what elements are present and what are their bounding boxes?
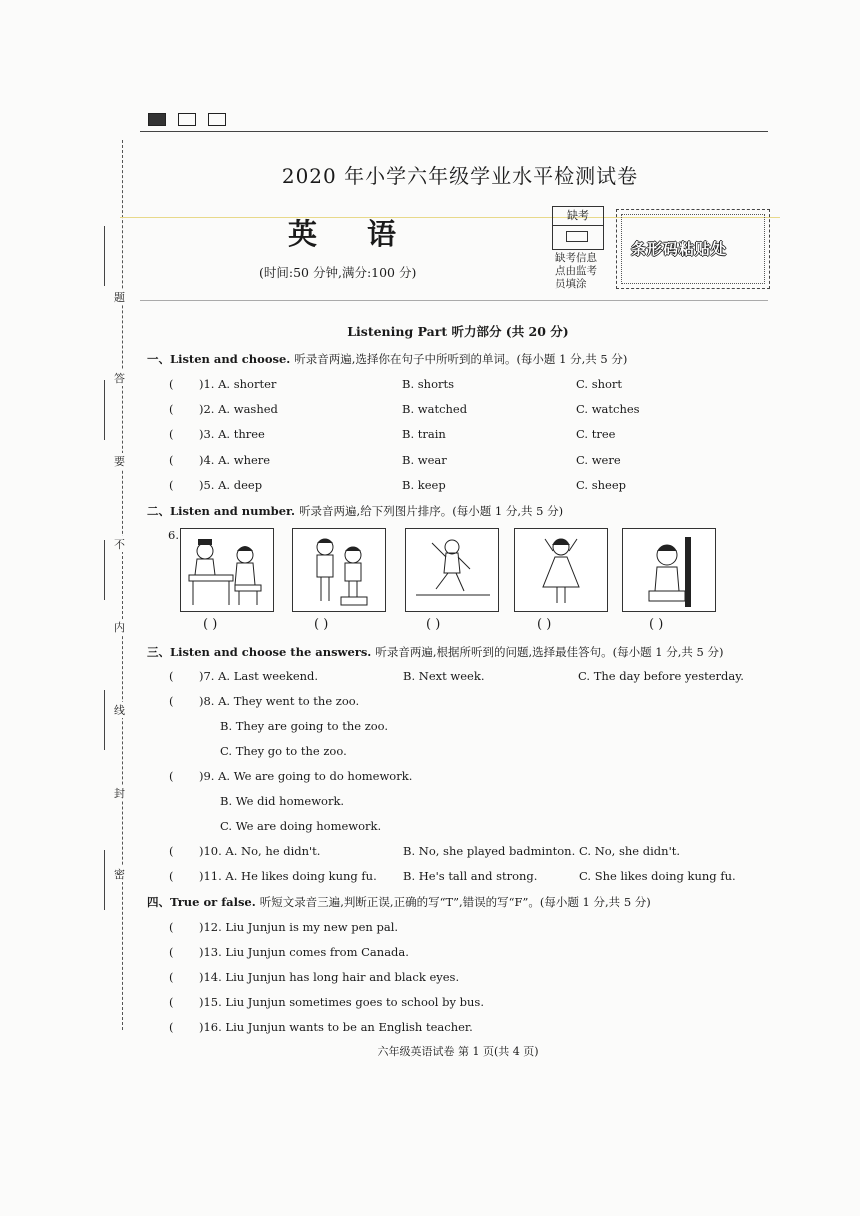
option-b: B. wear [402, 453, 447, 467]
option-c: C. sheep [576, 478, 626, 492]
barcode-label: 条形码粘贴处 [631, 240, 728, 258]
question-15 [169, 995, 484, 1009]
binding-char: 内 [114, 621, 125, 634]
page-marks [148, 113, 238, 132]
answer-paren[interactable]: ( [169, 995, 174, 1009]
option-a: )4. A. where [199, 453, 271, 467]
picture-boy-writing [622, 528, 716, 612]
header-rule [140, 300, 768, 301]
picture-dancing-child [405, 528, 499, 612]
absent-fill-box [566, 231, 588, 242]
answer-paren[interactable]: ( [169, 920, 174, 934]
answer-paren[interactable]: ( [169, 402, 174, 416]
grade-line [104, 540, 105, 600]
binding-dashed-line [122, 140, 123, 1030]
question-3 [169, 427, 616, 441]
option-a: )10. A. No, he didn't. [199, 844, 321, 858]
section-3-heading [147, 644, 724, 660]
option-c: C. No, she didn't. [579, 844, 681, 858]
answer-paren[interactable]: ( [169, 844, 174, 858]
question-12 [169, 920, 399, 934]
exam-title: 2020 年小学六年级学业水平检测试卷 [281, 164, 639, 188]
option-b: B. No, she played badminton. [403, 844, 576, 858]
section-2-en: 二、Listen and number. [147, 504, 296, 518]
option-b: B. watched [402, 402, 468, 416]
absent-box [552, 206, 604, 250]
statement: )13. Liu Junjun comes from Canada. [199, 945, 409, 959]
option-a: )7. A. Last weekend. [199, 669, 319, 683]
question-1 [169, 377, 623, 391]
binding-char: 不 [114, 538, 125, 551]
question-9-c: C. We are doing homework. [220, 819, 382, 833]
option-a: )8. A. They went to the zoo. [199, 694, 360, 708]
order-blank[interactable]: ( ) [426, 617, 441, 632]
option-c: C. She likes doing kung fu. [579, 869, 736, 883]
section-1-cn: 听录音两遍,选择你在句子中所听到的单词。(每小题 1 分,共 5 分) [294, 352, 628, 366]
answer-paren[interactable]: ( [169, 377, 174, 391]
option-b: B. keep [402, 478, 446, 492]
question-9-b: B. We did homework. [220, 794, 345, 808]
name-line [104, 226, 105, 286]
answer-paren[interactable]: ( [169, 478, 174, 492]
binding-char: 密 [114, 868, 125, 881]
answer-paren[interactable]: ( [169, 427, 174, 441]
section-4-en: 四、True or false. [147, 895, 256, 909]
two-boys-illustration [293, 529, 385, 611]
school-line [104, 850, 105, 910]
boy-writing-illustration [623, 529, 715, 611]
option-a: )11. A. He likes doing kung fu. [199, 869, 377, 883]
binding-char: 要 [114, 455, 125, 468]
section-4-cn: 听短文录音三遍,判断正误,正确的写“T”,错误的写“F”。(每小题 1 分,共 5 分) [259, 895, 651, 909]
order-blank[interactable]: ( ) [649, 617, 664, 632]
option-c: C. The day before yesterday. [578, 669, 744, 683]
answer-paren[interactable]: ( [169, 669, 174, 683]
question-13 [169, 945, 409, 959]
statement: )12. Liu Junjun is my new pen pal. [199, 920, 399, 934]
absent-note-line: 缺考信息 [555, 252, 597, 264]
section-1-en: 一、Listen and choose. [147, 352, 291, 366]
question-16 [169, 1020, 473, 1034]
binding-char: 答 [114, 372, 125, 385]
answer-paren[interactable]: ( [169, 869, 174, 883]
option-c: C. watches [576, 402, 640, 416]
absent-note-line: 员填涂 [555, 278, 587, 290]
answer-paren[interactable]: ( [169, 1020, 174, 1034]
time-info: (时间:50 分钟,满分:100 分) [259, 265, 417, 280]
option-a: )9. A. We are going to do homework. [199, 769, 413, 783]
option-b: B. train [402, 427, 446, 441]
exam-number-line [104, 690, 105, 750]
picture-two-boys [292, 528, 386, 612]
picture-girl-dress [514, 528, 608, 612]
empty-square-mark [178, 113, 196, 126]
page-footer: 六年级英语试卷 第 1 页(共 4 页) [377, 1045, 539, 1058]
order-blank[interactable]: ( ) [203, 617, 218, 632]
option-a: )3. A. three [199, 427, 265, 441]
question-8-c: C. They go to the zoo. [220, 744, 347, 758]
option-a: )1. A. shorter [199, 377, 277, 391]
absent-label: 缺考 [553, 207, 603, 226]
absent-note-line: 点由监考 [555, 265, 597, 277]
order-blank[interactable]: ( ) [537, 617, 552, 632]
listening-part-title: Listening Part 听力部分 (共 20 分) [347, 324, 569, 339]
answer-paren[interactable]: ( [169, 453, 174, 467]
barcode-area [616, 209, 770, 289]
section-3-cn: 听录音两遍,根据所听到的问题,选择最佳答句。(每小题 1 分,共 5 分) [375, 645, 724, 659]
section-4-heading [147, 894, 651, 910]
statement: )16. Liu Junjun wants to be an English teacher. [199, 1020, 473, 1034]
question-7 [169, 669, 744, 683]
picture-doctor-patient [180, 528, 274, 612]
option-c: C. tree [576, 427, 616, 441]
option-b: B. shorts [402, 377, 455, 391]
statement: )15. Liu Junjun sometimes goes to school by bus. [199, 995, 484, 1009]
question-5 [169, 478, 626, 492]
statement: )14. Liu Junjun has long hair and black eyes. [199, 970, 460, 984]
answer-paren[interactable]: ( [169, 945, 174, 959]
answer-paren[interactable]: ( [169, 970, 174, 984]
question-11 [169, 869, 736, 883]
question-9 [169, 769, 413, 783]
doctor-patient-illustration [181, 529, 273, 611]
question-2 [169, 402, 640, 416]
option-c: C. were [576, 453, 621, 467]
section-2-heading [147, 503, 563, 519]
filled-square-mark [148, 113, 166, 126]
absent-note [555, 252, 597, 291]
section-1-heading [147, 351, 627, 367]
option-a: )2. A. washed [199, 402, 278, 416]
question-8-b: B. They are going to the zoo. [220, 719, 389, 733]
class-line [104, 380, 105, 440]
option-c: C. short [576, 377, 623, 391]
answer-paren[interactable]: ( [169, 769, 174, 783]
section-2-cn: 听录音两遍,给下列图片排序。(每小题 1 分,共 5 分) [299, 504, 564, 518]
question-14 [169, 970, 460, 984]
question-8 [169, 694, 360, 708]
binding-char: 题 [114, 291, 125, 304]
binding-char: 线 [114, 704, 125, 717]
question-4 [169, 453, 621, 467]
option-a: )5. A. deep [199, 478, 263, 492]
binding-char: 封 [114, 787, 125, 800]
empty-square-mark [208, 113, 226, 126]
subject-title: 英语 [288, 217, 447, 251]
option-b: B. Next week. [403, 669, 485, 683]
answer-paren[interactable]: ( [169, 694, 174, 708]
question-10 [169, 844, 681, 858]
dancing-child-illustration [406, 529, 498, 611]
section-3-en: 三、Listen and choose the answers. [147, 645, 372, 659]
order-blank[interactable]: ( ) [314, 617, 329, 632]
girl-dress-illustration [515, 529, 607, 611]
question-6-number: 6. [168, 528, 179, 542]
option-b: B. He's tall and strong. [403, 869, 538, 883]
top-rule [140, 131, 768, 132]
